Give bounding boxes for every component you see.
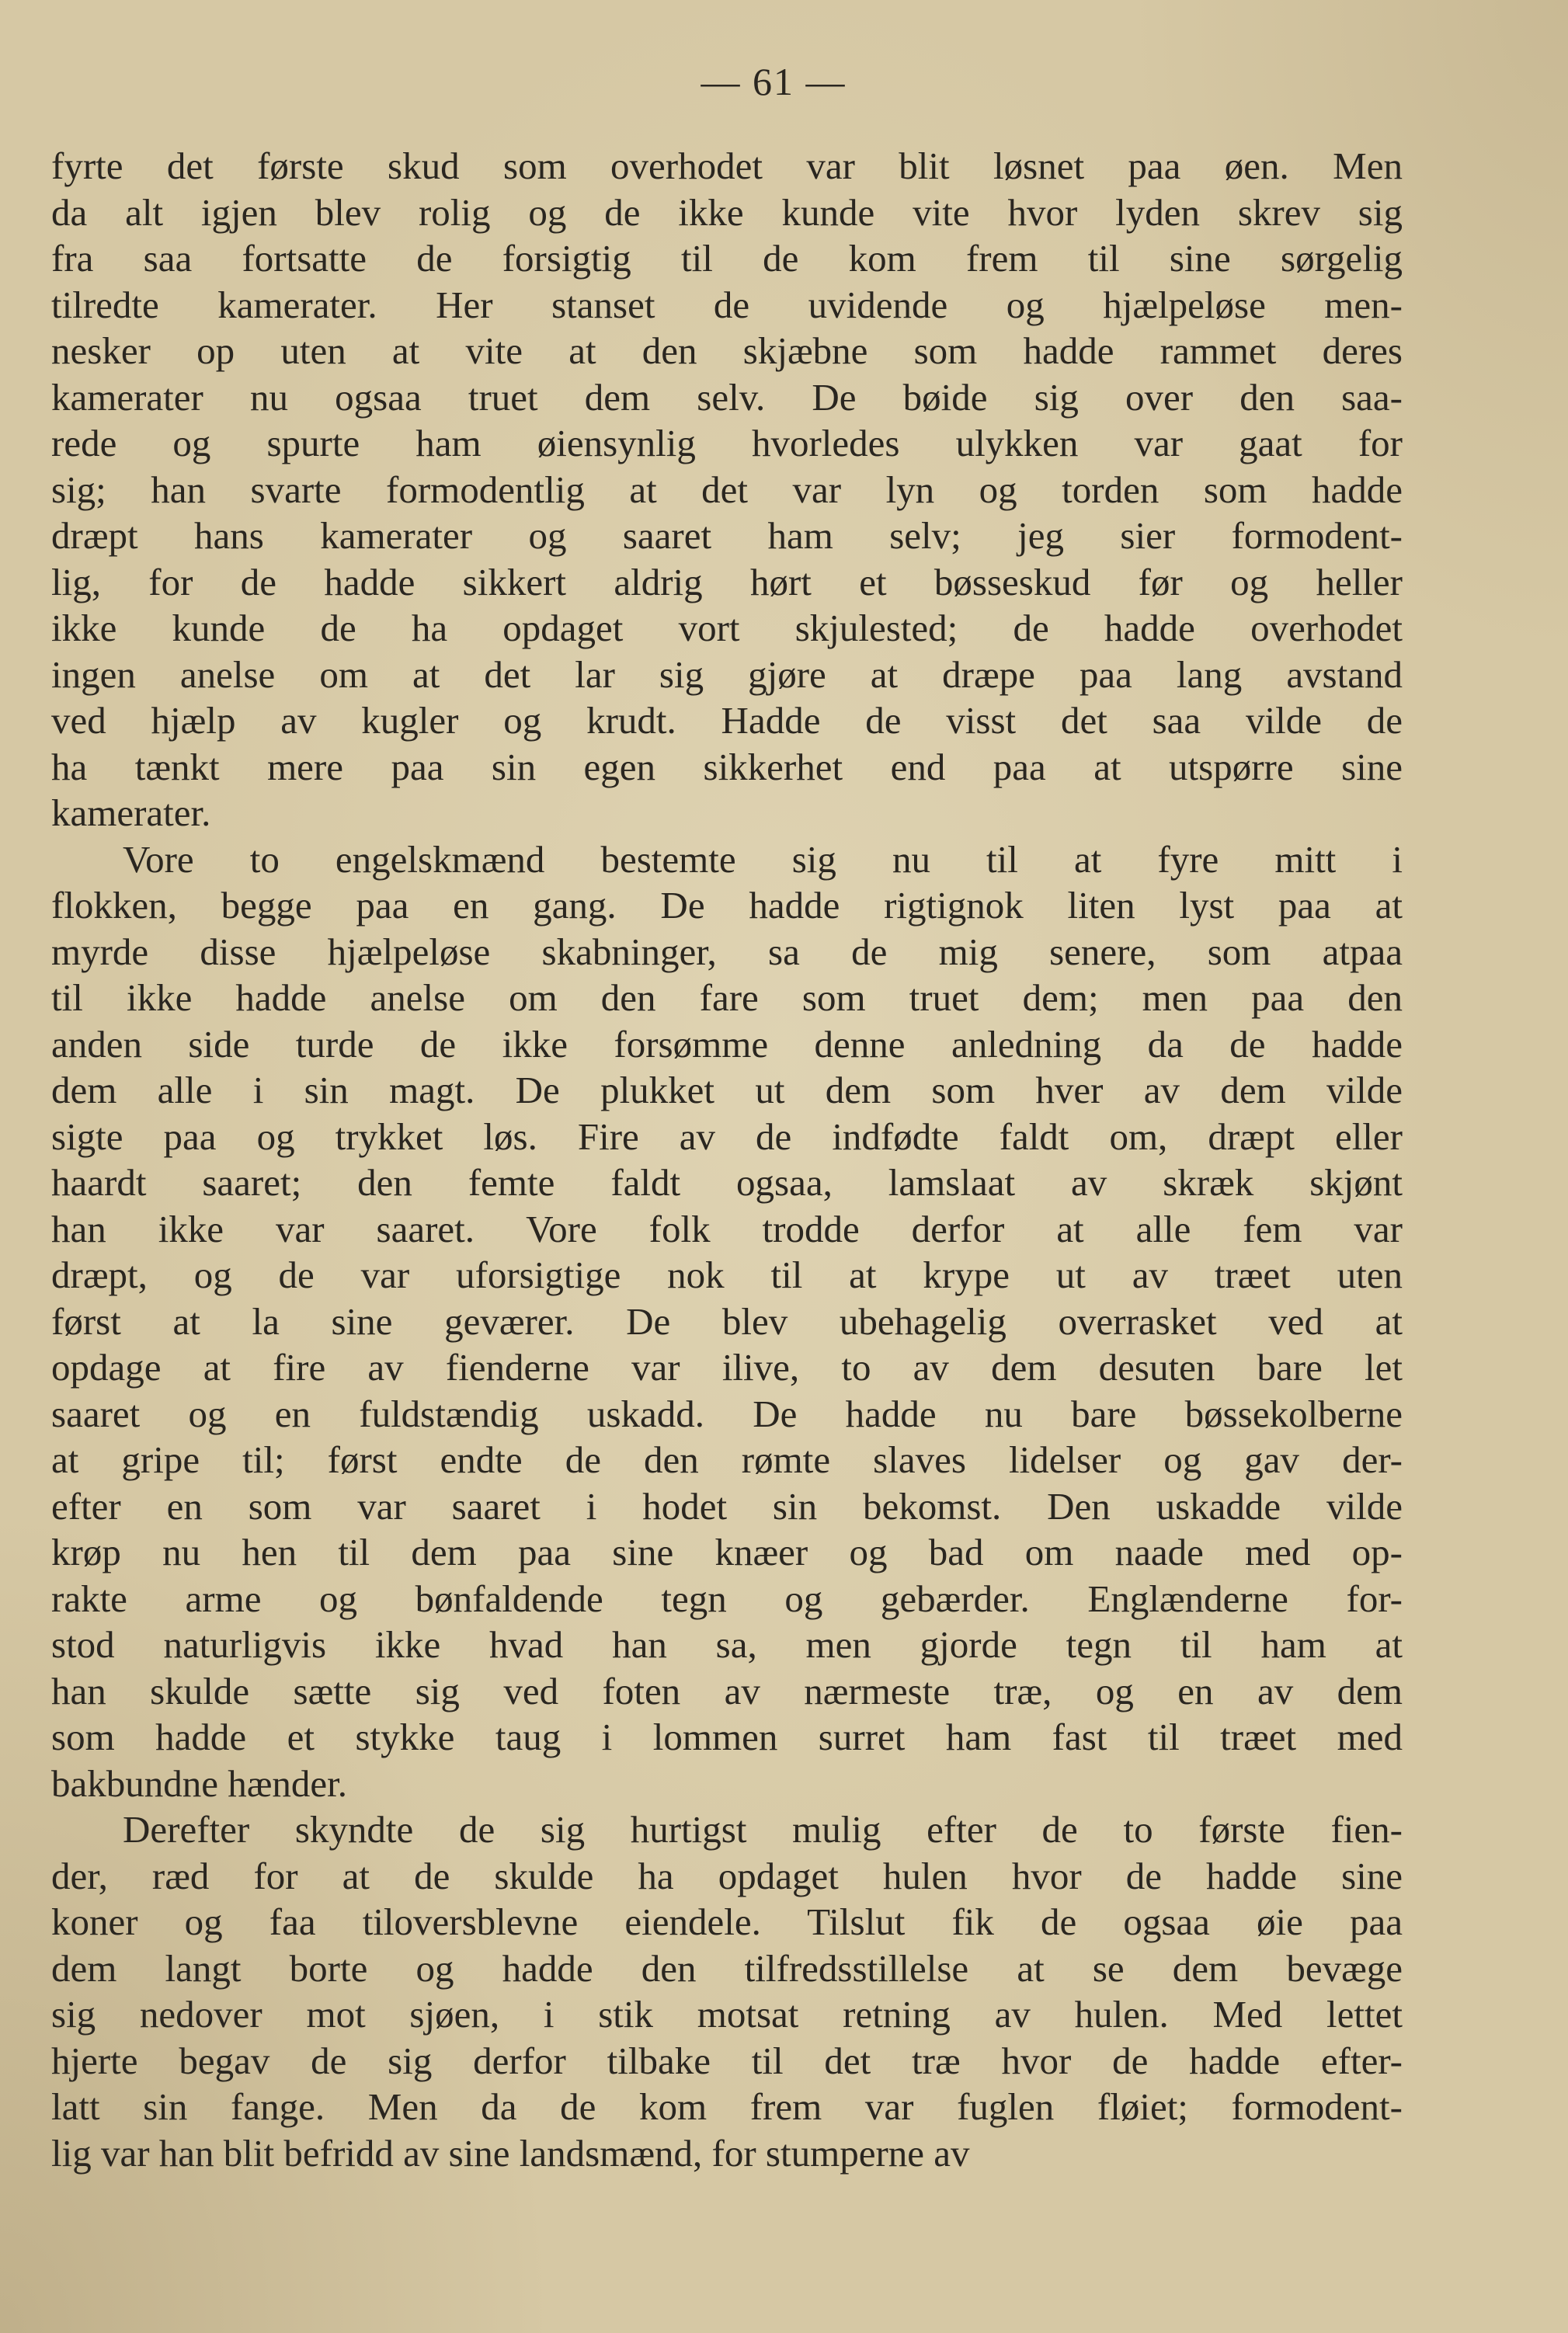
text-line: rede og spurte ham øiensynlig hvorledes ulykken var gaat for: [51, 422, 1403, 464]
text-line: ved hjælp av kugler og krudt. Hadde de visst det saa vilde de: [51, 699, 1403, 742]
paragraph: [51, 1806, 1403, 2176]
text-line: bakbundne hænder.: [51, 1761, 348, 1805]
page-number: — 61 —: [701, 60, 847, 103]
paragraph: [51, 836, 1403, 1807]
text-line: dræpt, og de var uforsigtige nok til at krype ut av træet uten: [51, 1253, 1403, 1296]
text-line: myrde disse hjælpeløse skabninger, sa de mig senere, som atpaa: [51, 930, 1403, 973]
text-line: dem alle i sin magt. De plukket ut dem som hver av dem vilde: [51, 1069, 1403, 1111]
text-line: rakte arme og bønfaldende tegn og gebærder. Englænderne for-: [51, 1577, 1403, 1620]
text-line: dræpt hans kamerater og saaret ham selv; jeg sier formodent-: [51, 514, 1403, 557]
text-line: som hadde et stykke taug i lommen surret ham fast til træet med: [51, 1716, 1403, 1758]
text-line: haardt saaret; den femte faldt ogsaa, lamslaat av skræk skjønt: [51, 1161, 1403, 1204]
text-line: dem langt borte og hadde den tilfredsstillelse at se dem bevæge: [51, 1946, 1403, 1990]
text-line: han ikke var saaret. Vore folk trodde derfor at alle fem var: [51, 1207, 1403, 1250]
text-line: sigte paa og trykket løs. Fire av de indfødte faldt om, dræpt eller: [51, 1114, 1403, 1158]
text-line: sig nedover mot sjøen, i stik motsat retning av hulen. Med lettet: [51, 1993, 1403, 2036]
text-line: saaret og en fuldstændig uskadd. De hadde nu bare bøssekolberne: [51, 1392, 1403, 1435]
text-line: opdage at fire av fienderne var ilive, to av dem desuten bare let: [51, 1346, 1403, 1389]
text-line: stod naturligvis ikke hvad han sa, men gjorde tegn til ham at: [51, 1623, 1403, 1666]
text-line: først at la sine geværer. De blev ubehagelig overrasket ved at: [51, 1299, 1403, 1343]
text-line: tilredte kamerater. Her stanset de uvidende og hjælpeløse men-: [51, 283, 1403, 326]
book-page: [51, 54, 1403, 2276]
text-line: ingen anelse om at det lar sig gjøre at dræpe paa lang avstand: [51, 652, 1403, 696]
text-line: der, ræd for at de skulde ha opdaget hulen hvor de hadde sine: [51, 1854, 1403, 1897]
text-line: han skulde sætte sig ved foten av nærmeste træ, og en av dem: [51, 1669, 1403, 1712]
text-line: Vore to engelskmænd bestemte sig nu til at fyre mitt i: [123, 837, 1403, 881]
text-line: hjerte begav de sig derfor tilbake til det træ hvor de hadde efter-: [51, 2039, 1403, 2082]
text-line: kamerater nu ogsaa truet dem selv. De bøide sig over den saa-: [51, 375, 1403, 419]
text-line: flokken, begge paa en gang. De hadde rigtignok liten lyst paa at: [51, 884, 1403, 927]
text-line: ha tænkt mere paa sin egen sikkerhet end paa at utspørre sine: [51, 745, 1403, 788]
text-line: da alt igjen blev rolig og de ikke kunde vite hvor lyden skrev sig: [51, 190, 1403, 234]
text-line: lig var han blit befridd av sine landsmænd, for stumperne av: [51, 2131, 970, 2175]
text-line: koner og faa tiloversblevne eiendele. Tilslut fik de ogsaa øie paa: [51, 1900, 1403, 1943]
text-line: lig, for de hadde sikkert aldrig hørt et bøsseskud før og heller: [51, 560, 1403, 603]
body-text: [51, 143, 1403, 2176]
text-line: sig; han svarte formodentlig at det var lyn og torden som hadde: [51, 468, 1403, 511]
text-line: at gripe til; først endte de den rømte slaves lidelser og gav der-: [51, 1438, 1403, 1481]
text-line: Derefter skyndte de sig hurtigst mulig efter de to første fien-: [123, 1808, 1403, 1851]
text-line: latt sin fange. Men da de kom frem var fuglen fløiet; formodent-: [51, 2085, 1403, 2128]
paragraph: [51, 143, 1403, 836]
text-line: til ikke hadde anelse om den fare som truet dem; men paa den: [51, 976, 1403, 1019]
text-line: efter en som var saaret i hodet sin bekomst. Den uskadde vilde: [51, 1484, 1403, 1528]
text-line: nesker op uten at vite at den skjæbne som hadde rammet deres: [51, 329, 1403, 372]
text-line: ikke kunde de ha opdaget vort skjulested; de hadde overhodet: [51, 607, 1403, 649]
text-line: kamerater.: [51, 791, 211, 834]
text-line: anden side turde de ikke forsømme denne anledning da de hadde: [51, 1022, 1403, 1066]
text-line: fyrte det første skud som overhodet var blit løsnet paa øen. Men: [51, 144, 1403, 187]
text-line: krøp nu hen til dem paa sine knæer og bad om naade med op-: [51, 1531, 1403, 1573]
text-line: fra saa fortsatte de forsigtig til de kom frem til sine sørgelig: [51, 237, 1403, 280]
